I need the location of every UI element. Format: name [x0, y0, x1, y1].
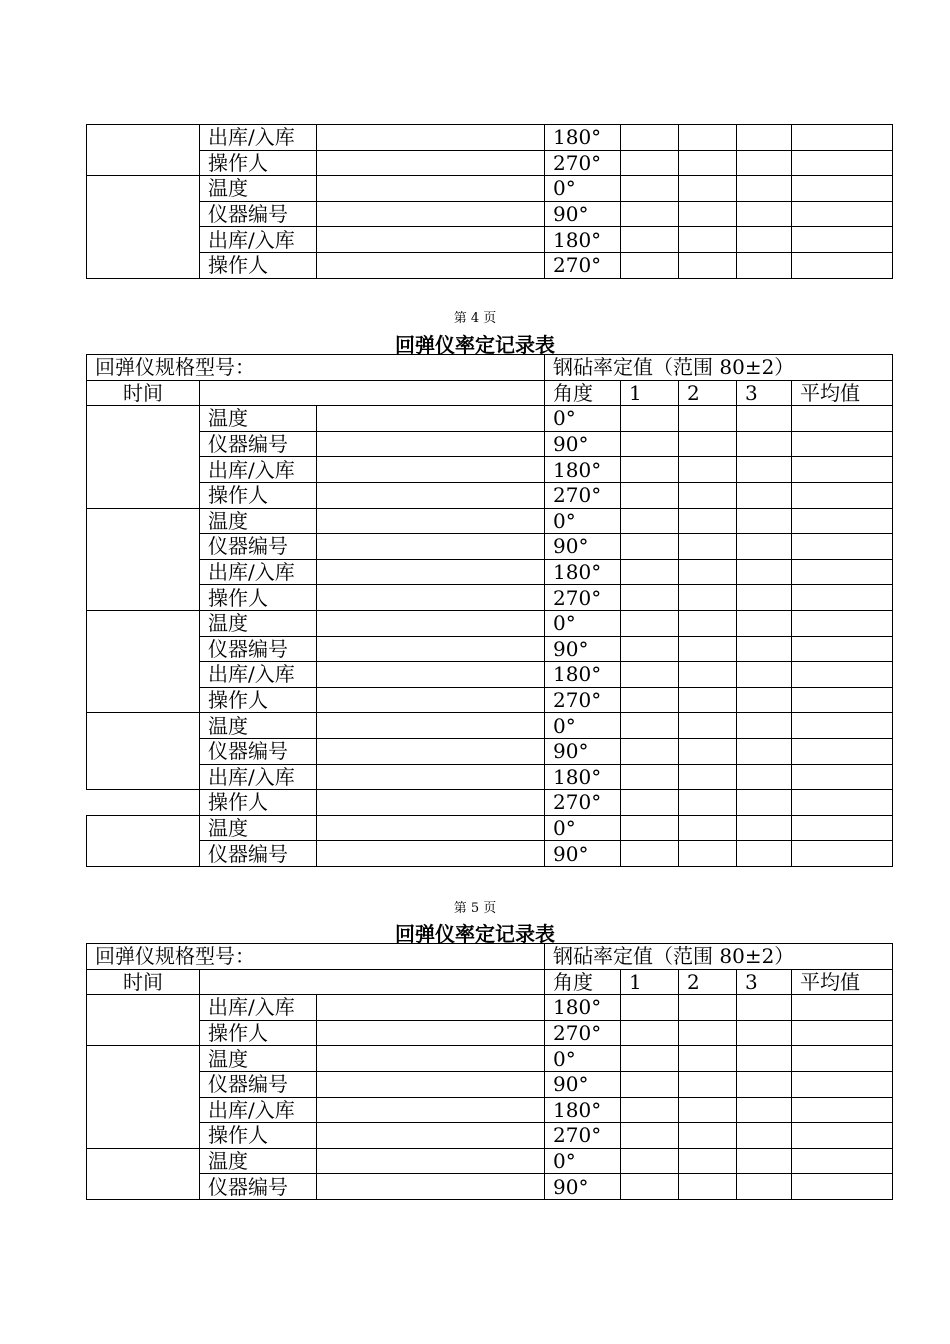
- record-table-page-4: [86, 354, 893, 867]
- table-row: [87, 1020, 893, 1046]
- table-row: [87, 482, 893, 508]
- table-row: [87, 636, 893, 662]
- time-cell[interactable]: [87, 1148, 200, 1199]
- angle-cell: 180°: [545, 1097, 621, 1123]
- row-label: 出库/入库: [200, 125, 317, 151]
- row-value[interactable]: [317, 790, 545, 816]
- row-value[interactable]: [317, 841, 545, 867]
- angle-cell: 270°: [545, 150, 621, 176]
- row-label: 出库/入库: [200, 227, 317, 253]
- row-value[interactable]: [317, 610, 545, 636]
- row-value[interactable]: [317, 738, 545, 764]
- angle-cell: 0°: [545, 1148, 621, 1174]
- table-row: [87, 1046, 893, 1072]
- angle-cell: 180°: [545, 764, 621, 790]
- angle-cell: 90°: [545, 636, 621, 662]
- col-header-avg: 平均值: [792, 380, 893, 406]
- row-label: 仪器编号: [200, 1174, 317, 1200]
- row-value[interactable]: [317, 150, 545, 176]
- table-row: [87, 995, 893, 1021]
- table-header-row: [87, 380, 893, 406]
- row-value[interactable]: [317, 713, 545, 739]
- angle-cell: 90°: [545, 431, 621, 457]
- table-row: [87, 815, 893, 841]
- model-label: 回弹仪规格型号：: [87, 355, 545, 381]
- table-row: [87, 585, 893, 611]
- table-row: [87, 738, 893, 764]
- table-row: [87, 201, 893, 227]
- angle-cell: 0°: [545, 508, 621, 534]
- row-label: 仪器编号: [200, 738, 317, 764]
- table-row: [87, 227, 893, 253]
- row-value[interactable]: [317, 1020, 545, 1046]
- row-label: 操作人: [200, 150, 317, 176]
- table-row: [87, 1097, 893, 1123]
- angle-cell: 270°: [545, 482, 621, 508]
- angle-cell: 180°: [545, 995, 621, 1021]
- table-row: [87, 176, 893, 202]
- col-header-3: 3: [737, 969, 792, 995]
- table-header-row: [87, 355, 893, 381]
- table-row: [87, 1071, 893, 1097]
- time-cell[interactable]: [87, 610, 200, 712]
- table-row: [87, 610, 893, 636]
- angle-cell: 270°: [545, 585, 621, 611]
- row-value[interactable]: [317, 176, 545, 202]
- row-value[interactable]: [317, 125, 545, 151]
- table-row: [87, 150, 893, 176]
- angle-cell: 90°: [545, 201, 621, 227]
- time-cell[interactable]: [87, 790, 200, 816]
- table-header-row: [87, 969, 893, 995]
- row-value[interactable]: [317, 687, 545, 713]
- angle-cell: 270°: [545, 687, 621, 713]
- row-value[interactable]: [317, 482, 545, 508]
- time-cell[interactable]: [87, 815, 200, 866]
- row-label: 温度: [200, 1046, 317, 1072]
- row-value[interactable]: [317, 508, 545, 534]
- table-row: [87, 534, 893, 560]
- table-row: [87, 508, 893, 534]
- row-value[interactable]: [317, 227, 545, 253]
- angle-cell: 180°: [545, 227, 621, 253]
- time-cell[interactable]: [87, 406, 200, 508]
- angle-cell: 0°: [545, 1046, 621, 1072]
- table-row: [87, 457, 893, 483]
- angle-cell: 90°: [545, 1071, 621, 1097]
- table-row: [87, 406, 893, 432]
- row-value[interactable]: [317, 764, 545, 790]
- row-value[interactable]: [317, 662, 545, 688]
- angle-cell: 270°: [545, 790, 621, 816]
- row-label: 操作人: [200, 252, 317, 278]
- row-label: 操作人: [200, 482, 317, 508]
- row-value[interactable]: [317, 534, 545, 560]
- time-cell[interactable]: [87, 125, 200, 176]
- table-row: [87, 431, 893, 457]
- row-value[interactable]: [317, 457, 545, 483]
- time-cell[interactable]: [87, 176, 200, 278]
- angle-cell: 270°: [545, 1020, 621, 1046]
- angle-cell: 180°: [545, 662, 621, 688]
- table-header-row: [87, 944, 893, 970]
- row-value[interactable]: [317, 1174, 545, 1200]
- page-title: 回弹仪率定记录表: [395, 922, 555, 946]
- col-header-2: 2: [679, 380, 737, 406]
- page-title: 回弹仪率定记录表: [395, 333, 555, 357]
- col-header-1: 1: [621, 969, 679, 995]
- row-label: 温度: [200, 508, 317, 534]
- table-row: [87, 1148, 893, 1174]
- row-label: 温度: [200, 176, 317, 202]
- row-value[interactable]: [317, 559, 545, 585]
- row-value[interactable]: [317, 815, 545, 841]
- angle-cell: 0°: [545, 176, 621, 202]
- row-label: 温度: [200, 815, 317, 841]
- row-label: 仪器编号: [200, 201, 317, 227]
- model-label: 回弹仪规格型号：: [87, 944, 545, 970]
- row-label: 温度: [200, 713, 317, 739]
- angle-cell: 180°: [545, 559, 621, 585]
- row-value[interactable]: [317, 585, 545, 611]
- row-label: 操作人: [200, 585, 317, 611]
- anvil-label: 钢砧率定值（范围 80±2）: [545, 355, 893, 381]
- row-label: 操作人: [200, 1020, 317, 1046]
- page-number: 第 5 页: [453, 901, 497, 916]
- col-header-2: 2: [679, 969, 737, 995]
- table-row: [87, 559, 893, 585]
- row-value[interactable]: [317, 252, 545, 278]
- angle-cell: 0°: [545, 713, 621, 739]
- row-label: 出库/入库: [200, 1097, 317, 1123]
- col-header-avg: 平均值: [792, 969, 893, 995]
- angle-cell: 90°: [545, 841, 621, 867]
- time-header: 时间: [87, 969, 200, 995]
- table-row: [87, 252, 893, 278]
- time-cell[interactable]: [87, 508, 200, 610]
- row-value[interactable]: [317, 406, 545, 432]
- row-value[interactable]: [317, 636, 545, 662]
- row-label: 出库/入库: [200, 995, 317, 1021]
- record-table-continued: [86, 124, 893, 279]
- row-value[interactable]: [317, 1046, 545, 1072]
- row-value[interactable]: [317, 201, 545, 227]
- time-cell[interactable]: [87, 713, 200, 790]
- anvil-label: 钢砧率定值（范围 80±2）: [545, 944, 893, 970]
- row-value[interactable]: [317, 995, 545, 1021]
- row-label: 仪器编号: [200, 431, 317, 457]
- time-header: 时间: [87, 380, 200, 406]
- row-value[interactable]: [317, 1097, 545, 1123]
- col-header-3: 3: [737, 380, 792, 406]
- angle-cell: 90°: [545, 738, 621, 764]
- row-label: 出库/入库: [200, 662, 317, 688]
- row-label: 操作人: [200, 687, 317, 713]
- row-label: 出库/入库: [200, 764, 317, 790]
- row-label: 温度: [200, 610, 317, 636]
- angle-header: 角度: [545, 969, 621, 995]
- table-row: [87, 662, 893, 688]
- col-header-1: 1: [621, 380, 679, 406]
- row-label: 操作人: [200, 1123, 317, 1149]
- table-row: [87, 125, 893, 151]
- time-cell[interactable]: [87, 995, 200, 1046]
- table-row: [87, 1123, 893, 1149]
- table-row: [87, 841, 893, 867]
- row-label: 仪器编号: [200, 1071, 317, 1097]
- table-row: [87, 687, 893, 713]
- row-label: 出库/入库: [200, 457, 317, 483]
- angle-cell: 90°: [545, 534, 621, 560]
- row-label: 操作人: [200, 790, 317, 816]
- row-value[interactable]: [317, 1148, 545, 1174]
- page-number: 第 4 页: [453, 311, 497, 326]
- table-row: [87, 1174, 893, 1200]
- table-row: [87, 790, 893, 816]
- angle-cell: 0°: [545, 406, 621, 432]
- table-row: [87, 713, 893, 739]
- angle-cell: 270°: [545, 252, 621, 278]
- angle-cell: 270°: [545, 1123, 621, 1149]
- angle-cell: 180°: [545, 457, 621, 483]
- table-row: [87, 764, 893, 790]
- row-label: 温度: [200, 1148, 317, 1174]
- row-label: 仪器编号: [200, 636, 317, 662]
- angle-cell: 90°: [545, 1174, 621, 1200]
- row-label: 出库/入库: [200, 559, 317, 585]
- row-label: 仪器编号: [200, 534, 317, 560]
- row-value[interactable]: [317, 431, 545, 457]
- record-table-page-5: [86, 943, 893, 1200]
- angle-cell: 0°: [545, 815, 621, 841]
- row-value[interactable]: [317, 1071, 545, 1097]
- angle-cell: 180°: [545, 125, 621, 151]
- angle-header: 角度: [545, 380, 621, 406]
- angle-cell: 0°: [545, 610, 621, 636]
- row-label: 仪器编号: [200, 841, 317, 867]
- row-label: 温度: [200, 406, 317, 432]
- time-cell[interactable]: [87, 1046, 200, 1148]
- row-value[interactable]: [317, 1123, 545, 1149]
